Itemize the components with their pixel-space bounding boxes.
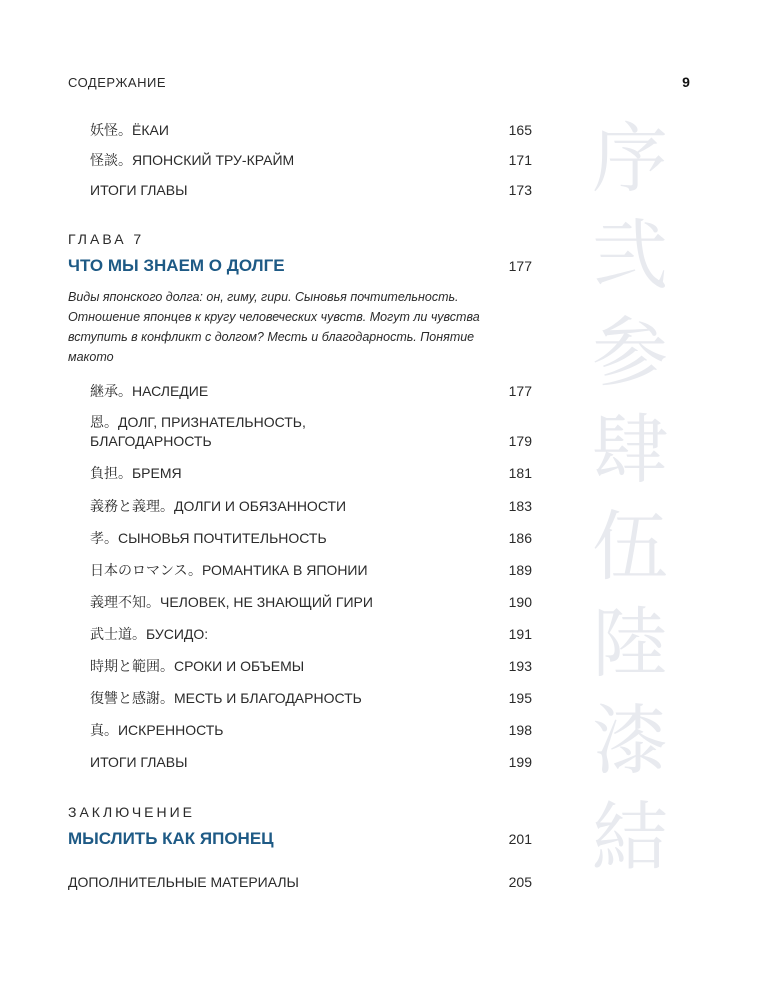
toc-entry[interactable] — [90, 413, 532, 451]
toc-entry[interactable] — [90, 382, 532, 401]
toc-entry-title: 真。ИСКРЕННОСТЬ — [90, 722, 224, 738]
toc-entry-page: 165 — [508, 122, 532, 138]
toc-entry-page: 190 — [508, 594, 532, 610]
toc-entry[interactable] — [90, 657, 532, 676]
toc-entry[interactable] — [90, 529, 532, 548]
toc-entry-title: 孝。СЫНОВЬЯ ПОЧТИТЕЛЬНОСТЬ — [90, 530, 327, 546]
toc-entry-page: 179 — [508, 433, 532, 449]
toc-entry-title: 継承。НАСЛЕДИЕ — [90, 383, 209, 399]
chapter-description: Виды японского долга: он, гиму, гири. Сыновья почтительность. Отношение японцев к кругу человеческих чувств. Могут ли чувства вступить в конфликт с долгом? Месть и благодарность. Понятие макото — [68, 290, 480, 364]
toc-entry-title: ИТОГИ ГЛАВЫ — [90, 182, 188, 198]
toc-entry-page: 181 — [508, 465, 532, 481]
decorative-kanji-column: 序弐参肆伍陸漆結 — [592, 114, 668, 882]
toc-entry-page: 205 — [508, 874, 532, 890]
toc-entry-page: 191 — [508, 626, 532, 642]
conclusion-label: ЗАКЛЮЧЕНИЕ — [68, 804, 195, 820]
chapter-title-text: ЧТО МЫ ЗНАЕМ О ДОЛГЕ — [68, 256, 285, 275]
toc-entry[interactable] — [90, 497, 532, 516]
toc-entry[interactable] — [90, 181, 532, 200]
toc-entry-title: ДОПОЛНИТЕЛЬНЫЕ МАТЕРИАЛЫ — [68, 874, 299, 890]
toc-entry-title: 恩。ДОЛГ, ПРИЗНАТЕЛЬНОСТЬ, БЛАГОДАРНОСТЬ — [90, 414, 306, 449]
toc-entry-title: 時期と範囲。СРОКИ И ОБЪЕМЫ — [90, 658, 305, 674]
conclusion-title-page: 201 — [508, 831, 532, 847]
toc-entry-title: ИТОГИ ГЛАВЫ — [90, 754, 188, 770]
toc-entry-title: 妖怪。ЁКАИ — [90, 122, 169, 138]
toc-entry-page: 173 — [508, 182, 532, 198]
toc-entry[interactable] — [90, 721, 532, 740]
running-header: СОДЕРЖАНИЕ — [68, 75, 167, 90]
toc-entry-title: 復讐と感謝。МЕСТЬ И БЛАГОДАРНОСТЬ — [90, 690, 362, 706]
toc-entry-page: 198 — [508, 722, 532, 738]
toc-entry-title: 武士道。БУСИДО: — [90, 626, 209, 642]
toc-entry-page: 193 — [508, 658, 532, 674]
toc-entry-page: 199 — [508, 754, 532, 770]
toc-entry-page: 177 — [508, 383, 532, 399]
toc-entry[interactable] — [90, 121, 532, 140]
toc-entry[interactable] — [90, 593, 532, 612]
toc-entry-title: 義理不知。ЧЕЛОВЕК, НЕ ЗНАЮЩИЙ ГИРИ — [90, 594, 373, 610]
toc-entry[interactable] — [90, 464, 532, 483]
toc-entry-title: 怪談。ЯПОНСКИЙ ТРУ-КРАЙМ — [90, 152, 295, 168]
toc-entry[interactable] — [90, 625, 532, 644]
toc-entry[interactable] — [90, 151, 532, 170]
toc-entry-page: 183 — [508, 498, 532, 514]
chapter-title[interactable] — [68, 256, 532, 276]
toc-entry-page: 195 — [508, 690, 532, 706]
chapter-title-page: 177 — [508, 258, 532, 274]
toc-entry-title: 日本のロマンス。РОМАНТИКА В ЯПОНИИ — [90, 562, 368, 578]
page-number: 9 — [682, 74, 690, 90]
conclusion-title[interactable] — [68, 829, 532, 849]
toc-entry[interactable] — [90, 753, 532, 772]
chapter-label: ГЛАВА 7 — [68, 231, 145, 247]
toc-entry-page: 171 — [508, 152, 532, 168]
toc-entry[interactable] — [90, 561, 532, 580]
toc-entry[interactable] — [90, 689, 532, 708]
toc-entry-extra[interactable] — [68, 873, 532, 892]
toc-entry-title: 義務と義理。ДОЛГИ И ОБЯЗАННОСТИ — [90, 498, 347, 514]
toc-entry-page: 186 — [508, 530, 532, 546]
conclusion-title-text: МЫСЛИТЬ КАК ЯПОНЕЦ — [68, 829, 274, 848]
toc-entry-page: 189 — [508, 562, 532, 578]
toc-entry-title: 負担。БРЕМЯ — [90, 465, 182, 481]
